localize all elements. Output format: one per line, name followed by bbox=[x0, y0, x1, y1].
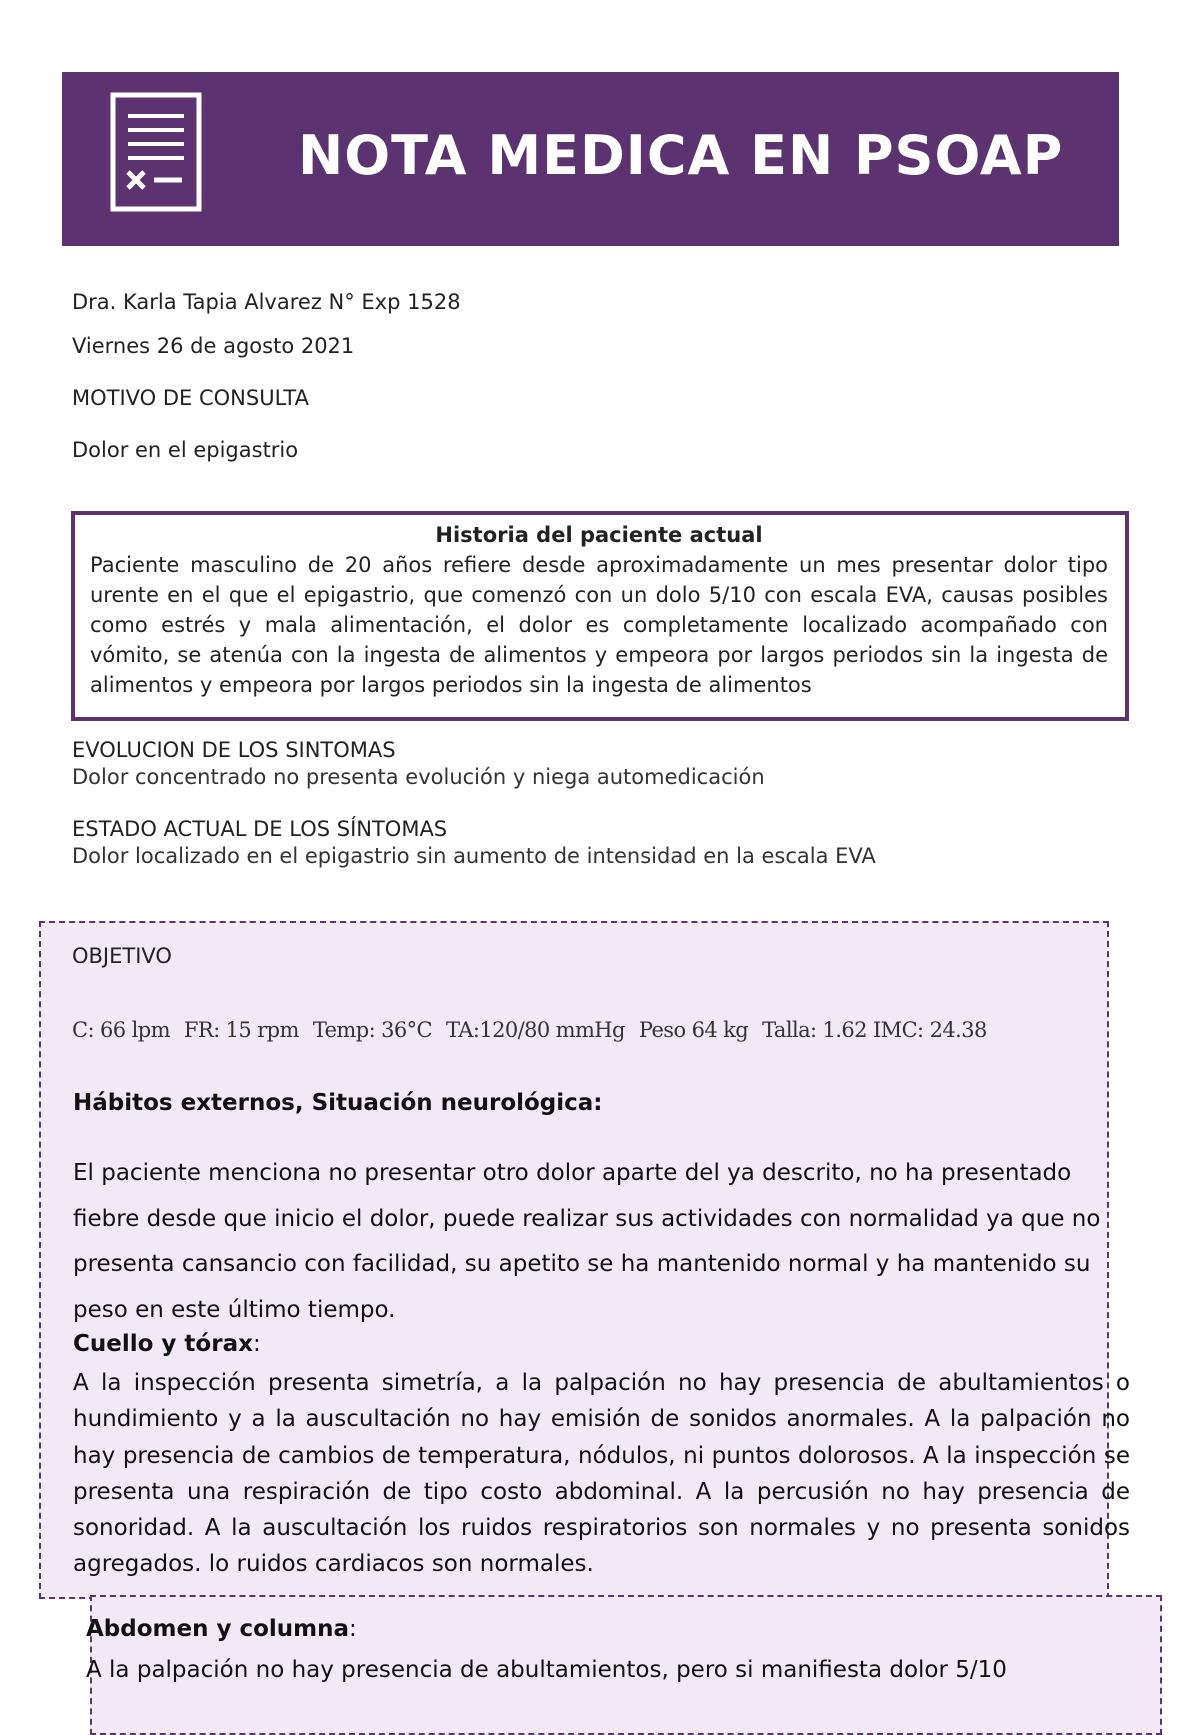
medical-document-icon bbox=[110, 92, 202, 212]
heart-rate: C: 66 lpm bbox=[72, 1018, 170, 1042]
height-bmi: Talla: 1.62 IMC: 24.38 bbox=[762, 1018, 987, 1042]
header-banner bbox=[62, 72, 1119, 246]
symptom-evolution-title: EVOLUCION DE LOS SINTOMAS bbox=[72, 738, 396, 762]
neck-thorax-title bbox=[73, 1331, 261, 1357]
vital-signs bbox=[72, 1018, 1001, 1042]
respiratory-rate: FR: 15 rpm bbox=[183, 1018, 299, 1042]
page-title: NOTA MEDICA EN PSOAP bbox=[298, 124, 1064, 187]
abdomen-colon: : bbox=[349, 1616, 357, 1642]
blood-pressure: TA:120/80 mmHg bbox=[446, 1018, 625, 1042]
current-symptoms-text: Dolor localizado en el epigastrio sin aumento de intensidad en la escala EVA bbox=[72, 844, 876, 868]
abdomen-text: A la palpación no hay presencia de abultamientos, pero si manifiesta dolor 5/10 bbox=[86, 1657, 1007, 1683]
abdomen-title-text: Abdomen y columna bbox=[86, 1616, 350, 1642]
symptom-evolution-text: Dolor concentrado no presenta evolución y niega automedicación bbox=[72, 765, 765, 789]
consultation-reason-text: Dolor en el epigastrio bbox=[72, 438, 299, 462]
neck-thorax-title-text: Cuello y tórax bbox=[73, 1331, 253, 1357]
neck-thorax-colon: : bbox=[252, 1331, 261, 1357]
habits-text: El paciente menciona no presentar otro dolor aparte del ya descrito, no ha presentado fiebre desde que inicio el dolor, puede realizar sus actividades con normalidad ya que no presenta cansancio con facilidad, su apetito se ha mantenido normal y ha mantenido su peso en este último tiempo. bbox=[73, 1160, 1101, 1323]
abdomen-title bbox=[86, 1616, 357, 1642]
patient-history-text: Paciente masculino de 20 años refiere desde aproximadamente un mes presentar dolor tipo urente en el que el epigastrio, que comenzó con un dolo 5/10 con escala EVA, causas posibles como estrés y mala alimentación, el dolor es completamente localizado acompañado con vómito, se atenúa con la ingesta de alimentos y empeora por largos periodos sin la ingesta de alimentos y empeora por largos periodos sin la ingesta de alimentos bbox=[90, 553, 1108, 697]
habits-title: Hábitos externos, Situación neurológica: bbox=[73, 1090, 603, 1116]
temperature: Temp: 36°C bbox=[312, 1018, 433, 1042]
patient-history-box bbox=[71, 511, 1129, 721]
neck-thorax-text: A la inspección presenta simetría, a la palpación no hay presencia de abultamientos o hundimiento y a la auscultación no hay emisión de sonidos anormales. A la palpación no hay presencia de cambios de temperatura, nódulos, ni puntos dolorosos. A la inspección se presenta una respiración de tipo costo abdominal. A la percusión no hay presencia de sonoridad. A la auscultación los ruidos respiratorios son normales y no presenta sonidos agregados. lo ruidos cardiacos son normales. bbox=[73, 1370, 1130, 1578]
objective-title: OBJETIVO bbox=[72, 944, 172, 968]
current-symptoms-title: ESTADO ACTUAL DE LOS SÍNTOMAS bbox=[72, 817, 448, 841]
consultation-reason-title: MOTIVO DE CONSULTA bbox=[72, 386, 309, 410]
doctor-info: Dra. Karla Tapia Alvarez N° Exp 1528 bbox=[72, 290, 461, 314]
weight: Peso 64 kg bbox=[638, 1018, 749, 1042]
patient-history-title: Historia del paciente actual bbox=[435, 523, 763, 547]
consultation-date: Viernes 26 de agosto 2021 bbox=[72, 334, 355, 358]
